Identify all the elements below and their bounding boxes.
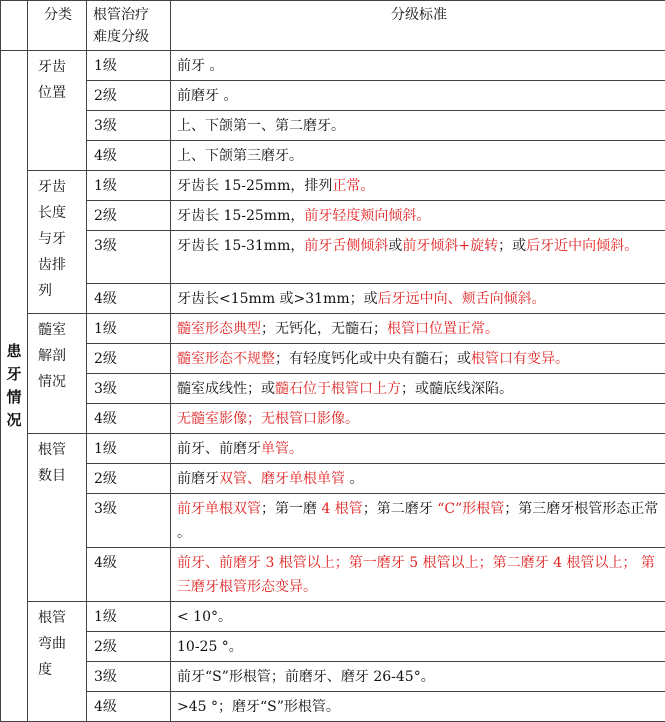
grade-cell: 2级 [87, 464, 171, 494]
criteria-highlight-text: 单管。 [261, 441, 303, 457]
grade-cell: 1级 [87, 314, 171, 344]
criteria-cell [171, 662, 665, 692]
criteria-highlight-text: 无髓室影像；无根管口影像。 [177, 411, 359, 427]
criteria-text: 牙齿长 15-31mm， [177, 238, 304, 254]
criteria-text: ；第一磨 [261, 501, 321, 517]
grade-row [1, 51, 665, 81]
grade-row [1, 692, 665, 722]
criteria-highlight-text: 前牙单根双管 [177, 501, 261, 517]
criteria-highlight-text: “C”形根管 [437, 501, 504, 517]
criteria-text: ；第二磨牙 [363, 501, 437, 517]
grade-cell: 1级 [87, 171, 171, 201]
grade-cell: 1级 [87, 602, 171, 632]
criteria-text: 或 [388, 238, 402, 254]
grade-row [1, 141, 665, 171]
criteria-highlight-text: 后牙远中向、颊舌向倾斜。 [378, 291, 546, 307]
criteria-highlight-text: 双管、磨牙单根单管 [219, 471, 345, 487]
grade-row [1, 632, 665, 662]
criteria-cell [171, 141, 665, 171]
criteria-text: 上、下颌第一、第二磨牙。 [177, 118, 345, 134]
grade-cell: 3级 [87, 374, 171, 404]
criteria-cell [171, 111, 665, 141]
grade-cell: 4级 [87, 141, 171, 171]
grade-cell: 2级 [87, 201, 171, 231]
section-name-cell [28, 602, 87, 722]
criteria-highlight-text: 正常。 [332, 178, 374, 194]
criteria-text: 髓室成线性；或 [177, 381, 275, 397]
criteria-cell [171, 632, 665, 662]
grade-row [1, 548, 665, 602]
header-standard: 分级标准 [171, 1, 665, 51]
criteria-highlight-text: 髓室形态典型 [177, 321, 261, 337]
grade-row [1, 111, 665, 141]
criteria-highlight-text: 4 根管 [321, 501, 362, 517]
criteria-cell [171, 404, 665, 434]
criteria-highlight-text: 前牙、前磨牙 3 根管以上；第一磨牙 5 根管以上；第二磨牙 4 根管以上； 第三磨牙根管形态变异。 [177, 555, 655, 595]
criteria-cell [171, 201, 665, 231]
grade-row [1, 374, 665, 404]
criteria-text: 上、下颌第三磨牙。 [177, 148, 303, 164]
section-name-cell [28, 434, 87, 602]
criteria-text: 前磨牙 [177, 471, 219, 487]
criteria-cell [171, 81, 665, 111]
criteria-text: 牙齿长 15-25mm，排列 [177, 178, 332, 194]
grade-row [1, 231, 665, 284]
criteria-highlight-text: 后牙近中向倾斜。 [526, 238, 638, 254]
criteria-cell [171, 284, 665, 314]
grade-row [1, 464, 665, 494]
criteria-highlight-text: 根管口有变异。 [471, 351, 569, 367]
criteria-highlight-text: 前牙轻度颊向倾斜。 [304, 208, 430, 224]
grade-row [1, 434, 665, 464]
criteria-text: 。 [345, 471, 363, 487]
grade-cell: 2级 [87, 632, 171, 662]
criteria-cell [171, 314, 665, 344]
criteria-text: >45 °；磨牙“S”形根管。 [177, 699, 340, 715]
grade-cell: 1级 [87, 434, 171, 464]
criteria-text: 牙齿长 15-25mm， [177, 208, 304, 224]
main-category-cell [1, 51, 28, 722]
criteria-text: ；第三磨牙根管形态正常 。 [177, 501, 658, 541]
criteria-text: 前磨牙 。 [177, 88, 237, 104]
section-name-cell [28, 51, 87, 171]
grade-cell: 4级 [87, 548, 171, 602]
criteria-text: 前牙“S”形根管；前磨牙、磨牙 26-45°。 [177, 669, 435, 685]
criteria-highlight-text: 根管口位置正常。 [387, 321, 499, 337]
grade-cell: 1级 [87, 51, 171, 81]
criteria-text: < 10°。 [177, 609, 232, 625]
criteria-text: 10-25 °。 [177, 639, 243, 655]
grade-row [1, 662, 665, 692]
grade-cell: 3级 [87, 662, 171, 692]
criteria-text: ；或髓底线深陷。 [401, 381, 513, 397]
grade-cell: 3级 [87, 111, 171, 141]
criteria-text: 前牙、前磨牙 [177, 441, 261, 457]
criteria-cell [171, 692, 665, 722]
header-category: 分类 [28, 1, 87, 51]
criteria-cell [171, 494, 665, 548]
grade-row [1, 602, 665, 632]
criteria-cell [171, 602, 665, 632]
grade-row [1, 494, 665, 548]
grade-cell: 3级 [87, 231, 171, 284]
criteria-cell [171, 374, 665, 404]
criteria-cell [171, 344, 665, 374]
criteria-text: 牙齿长<15mm 或>31mm；或 [177, 291, 378, 307]
section-name-cell [28, 314, 87, 434]
grade-row [1, 314, 665, 344]
header-difficulty [87, 1, 171, 51]
header-difficulty-line2: 难度分级 [93, 26, 166, 48]
grade-cell: 3级 [87, 494, 171, 548]
section-name: 髓室解剖情况 [38, 317, 70, 395]
grade-row [1, 284, 665, 314]
criteria-highlight-text: 髓石位于根管口上方 [275, 381, 401, 397]
grade-row [1, 201, 665, 231]
criteria-highlight-text: 前牙舌侧倾斜 [304, 238, 388, 254]
criteria-text: ；或 [498, 238, 526, 254]
grade-row [1, 344, 665, 374]
grade-row [1, 404, 665, 434]
grade-cell: 2级 [87, 81, 171, 111]
criteria-cell [171, 171, 665, 201]
grade-cell: 2级 [87, 344, 171, 374]
grade-cell: 4级 [87, 404, 171, 434]
section-name: 根管弯曲度 [38, 605, 70, 683]
criteria-text: ；有轻度钙化或中央有髓石；或 [275, 351, 471, 367]
criteria-highlight-text: 前牙倾斜+旋转 [402, 238, 498, 254]
criteria-highlight-text: 髓室形态不规整 [177, 351, 275, 367]
section-name-cell [28, 171, 87, 314]
section-name: 牙齿长度与牙齿排列 [38, 174, 70, 304]
grade-row [1, 171, 665, 201]
criteria-cell [171, 464, 665, 494]
header-blank [1, 1, 28, 51]
criteria-cell [171, 231, 665, 284]
criteria-cell [171, 51, 665, 81]
header-row [1, 1, 665, 51]
grade-row [1, 81, 665, 111]
main-category-label: 患牙情况 [6, 340, 22, 432]
header-difficulty-line1: 根管治疗 [93, 4, 166, 26]
grade-cell: 4级 [87, 284, 171, 314]
section-name: 根管数目 [38, 437, 70, 489]
criteria-text: 前牙 。 [177, 58, 223, 74]
criteria-cell [171, 548, 665, 602]
section-name: 牙齿位置 [38, 54, 70, 106]
criteria-cell [171, 434, 665, 464]
criteria-text: ；无钙化，无髓石； [261, 321, 387, 337]
grade-cell: 4级 [87, 692, 171, 722]
